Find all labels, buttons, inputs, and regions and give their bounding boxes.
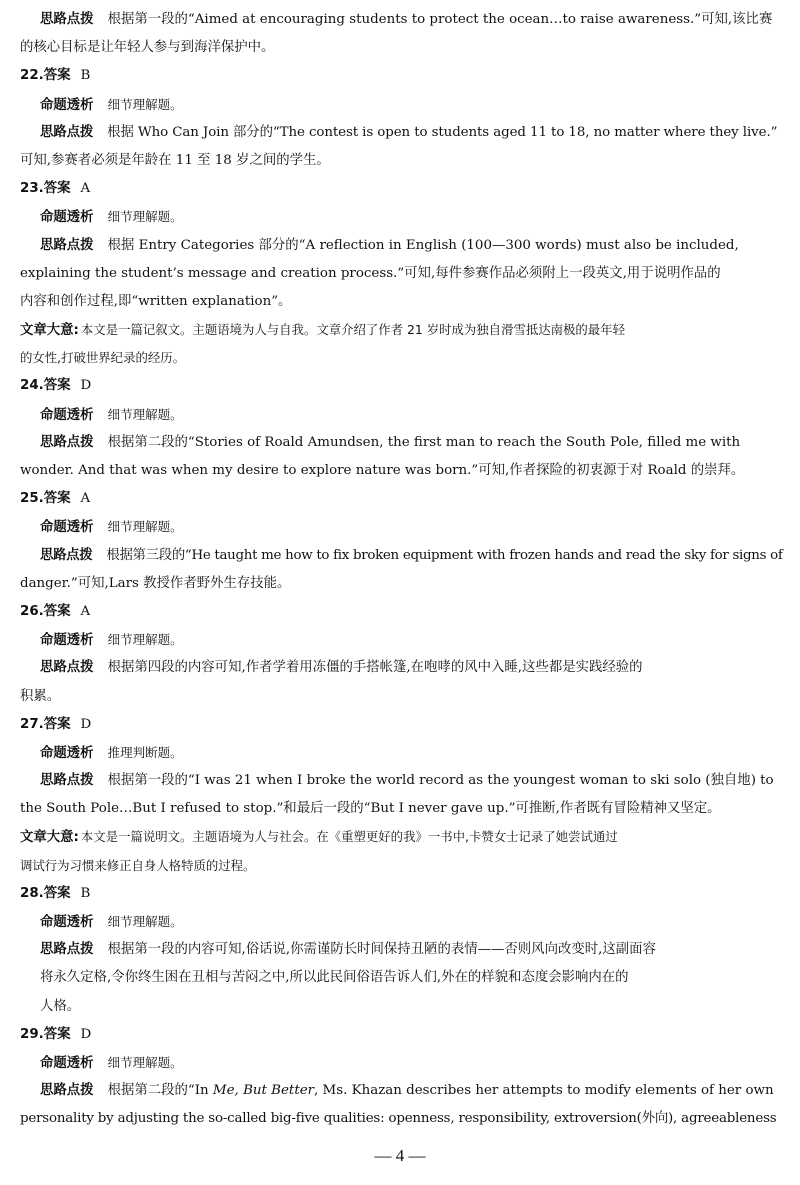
question-number: 24. <box>20 378 44 394</box>
summary-text: 的女性,打破世界纪录的经历。 <box>20 350 186 366</box>
question-type: 细节理解题。 <box>107 519 183 535</box>
summary-text: 本文是一篇记叙文。主题语境为人与自我。文章介绍了作者 21 岁时成为独自滑雪抵达南极的最年轻 <box>80 322 625 338</box>
answer-line-23 <box>20 175 784 203</box>
analysis-line-25 <box>20 542 784 570</box>
analysis-text: 根据第二段的“Stories of Roald Amundsen, the first man to reach the South Pole, filled me with <box>107 434 741 450</box>
analysis-text: 根据第三段的“He taught me how to fix broken equipment with frozen hands and read the sky for signs of <box>106 547 783 563</box>
question-number: 29. <box>20 1026 44 1042</box>
analysis-text: 根据第一段的“I was 21 when I broke the world record as the youngest woman to ski solo (独自地) to <box>107 773 774 789</box>
analysis-label: 思路点拨 <box>40 237 94 253</box>
analysis-text: 根据第四段的内容可知,作者学着用冻僵的手搭帐篷,在咆哮的风中入睡,这些都是实践经验的 <box>107 660 643 676</box>
analysis-line-29-cont <box>20 1105 784 1133</box>
answer-value: D <box>80 378 92 394</box>
summary-text: 调试行为习惯来修正自身人格特质的过程。 <box>20 857 256 873</box>
answer-value: D <box>80 1026 92 1042</box>
answer-label: 答案 <box>43 1026 71 1042</box>
book-title: Me, But Better <box>212 1083 315 1099</box>
perspective-label: 命题透析 <box>40 745 94 761</box>
analysis-line-26 <box>20 654 784 682</box>
answer-label: 答案 <box>43 181 71 197</box>
analysis-line-29 <box>20 1077 784 1105</box>
analysis-line-23-cont <box>20 260 784 288</box>
analysis-line-27-cont <box>20 795 784 823</box>
perspective-line-22 <box>20 91 784 119</box>
perspective-label: 命题透析 <box>40 97 94 113</box>
answer-label: 答案 <box>43 68 71 84</box>
answer-label: 答案 <box>43 378 71 394</box>
perspective-label: 命题透析 <box>40 633 94 649</box>
answer-line-27 <box>20 711 784 739</box>
analysis-label: 思路点拨 <box>40 434 94 450</box>
answer-label: 答案 <box>43 885 71 901</box>
answer-line-28 <box>20 880 784 908</box>
question-type: 细节理解题。 <box>107 914 183 929</box>
analysis-text: 人格。 <box>40 998 81 1014</box>
analysis-label: 思路点拨 <box>40 660 94 676</box>
analysis-line-24 <box>20 429 784 457</box>
analysis-line-22-cont <box>20 147 784 175</box>
answer-value: A <box>80 491 91 507</box>
question-type: 细节理解题。 <box>107 406 183 422</box>
summary-label: 文章大意: <box>20 830 79 846</box>
analysis-line-23 <box>20 232 784 260</box>
question-type: 细节理解题。 <box>107 1054 183 1070</box>
analysis-text: 将永久定格,令你终生困在丑相与苦闷之中,所以此民间俗语告诉人们,外在的样貌和态度会影响内在的 <box>40 970 629 986</box>
answer-line-29 <box>20 1021 784 1049</box>
summary-line-c-cont <box>20 344 784 372</box>
summary-line-d-cont <box>20 852 784 880</box>
question-number: 25. <box>20 491 44 507</box>
analysis-line-27 <box>20 767 784 795</box>
summary-line-c <box>20 316 784 344</box>
analysis-text: , Ms. Khazan describes her attempts to modify elements of her own <box>314 1083 774 1099</box>
analysis-text: 积累。 <box>20 688 61 704</box>
analysis-line-26-cont <box>20 683 784 711</box>
analysis-text: 根据 Who Can Join 部分的“The contest is open to students aged 11 to 18, no matter where they live.” <box>107 124 778 140</box>
answer-value: B <box>80 885 91 901</box>
analysis-text: 根据 Entry Categories 部分的“A reflection in English (100—300 words) must also be included, <box>107 237 739 253</box>
analysis-label: 思路点拨 <box>40 547 93 563</box>
summary-label: 文章大意: <box>20 323 79 339</box>
analysis-text: danger.”可知,Lars 教授作者野外生存技能。 <box>20 575 291 591</box>
analysis-text: personality by adjusting the so-called big-five qualities: openness, responsibility, extroversion(外向), agreeableness <box>20 1111 777 1127</box>
answer-line-26 <box>20 598 784 626</box>
analysis-line <box>20 6 784 34</box>
question-number: 23. <box>20 181 44 197</box>
analysis-label: 思路点拨 <box>40 773 94 789</box>
analysis-text: 内容和创作过程,即“written explanation”。 <box>20 293 292 309</box>
question-type: 细节理解题。 <box>107 632 183 648</box>
perspective-label: 命题透析 <box>40 520 94 536</box>
analysis-line-24-cont <box>20 457 784 485</box>
analysis-label: 思路点拨 <box>40 1083 94 1099</box>
perspective-line-23 <box>20 203 784 231</box>
question-number: 28. <box>20 885 44 901</box>
analysis-line-28-cont <box>20 964 784 992</box>
perspective-label: 命题透析 <box>40 915 94 930</box>
analysis-label: 思路点拨 <box>40 942 94 958</box>
analysis-line <box>20 34 784 62</box>
question-number: 26. <box>20 603 44 619</box>
perspective-line-29 <box>20 1049 784 1077</box>
perspective-label: 命题透析 <box>40 1055 94 1071</box>
question-type: 细节理解题。 <box>107 209 183 225</box>
analysis-text: the South Pole…But I refused to stop.”和最后一段的“But I never gave up.”可推断,作者既有冒险精神又坚定。 <box>20 801 721 817</box>
analysis-text: 的核心目标是让年轻人参与到海洋保护中。 <box>20 40 275 56</box>
summary-line-d <box>20 823 784 851</box>
perspective-line-28 <box>20 908 784 936</box>
analysis-line-28-cont <box>20 993 784 1021</box>
page-number: — 4 — <box>374 1146 426 1165</box>
analysis-text: 根据第一段的“Aimed at encouraging students to protect the ocean…to raise awareness.”可知,该比赛 <box>107 12 773 27</box>
analysis-text: wonder. And that was when my desire to explore nature was born.”可知,作者探险的初衷源于对 Roald 的崇拜。 <box>20 463 745 478</box>
answer-line-24 <box>20 372 784 400</box>
answer-line-25 <box>20 485 784 513</box>
question-type: 推理判断题。 <box>107 744 183 760</box>
analysis-line-22 <box>20 119 784 147</box>
summary-text: 本文是一篇说明文。主题语境为人与社会。在《重塑更好的我》一书中,卡赞女士记录了她尝试通过 <box>80 829 618 845</box>
perspective-line-27 <box>20 739 784 767</box>
analysis-text: 根据第二段的“In <box>107 1083 213 1099</box>
analysis-text: explaining the student’s message and creation process.”可知,每件参赛作品必须附上一段英文,用于说明作品的 <box>20 265 721 281</box>
answer-label: 答案 <box>43 491 71 507</box>
answer-value: A <box>80 181 91 197</box>
analysis-line-28 <box>20 936 784 964</box>
answer-label: 答案 <box>43 716 71 732</box>
analysis-line-23-cont <box>20 288 784 316</box>
question-number: 22. <box>20 68 44 84</box>
analysis-text: 根据第一段的内容可知,俗话说,你需谨防长时间保持丑陋的表情——否则风向改变时,这副面容 <box>107 942 656 958</box>
perspective-label: 命题透析 <box>40 210 94 226</box>
answer-label: 答案 <box>43 603 71 619</box>
answer-value: B <box>80 68 91 84</box>
question-type: 细节理解题。 <box>107 96 183 112</box>
perspective-label: 命题透析 <box>40 407 94 423</box>
analysis-text: 可知,参赛者必须是年龄在 11 至 18 岁之间的学生。 <box>20 152 330 168</box>
question-number: 27. <box>20 716 44 732</box>
analysis-label: 思路点拨 <box>40 124 94 140</box>
perspective-line-24 <box>20 401 784 429</box>
analysis-line-25-cont <box>20 570 784 598</box>
answer-key-content <box>20 6 784 1134</box>
answer-value: A <box>80 603 91 619</box>
perspective-line-26 <box>20 626 784 654</box>
perspective-line-25 <box>20 513 784 541</box>
analysis-label: 思路点拨 <box>40 12 94 27</box>
answer-value: D <box>80 716 92 732</box>
answer-line-22 <box>20 62 784 90</box>
